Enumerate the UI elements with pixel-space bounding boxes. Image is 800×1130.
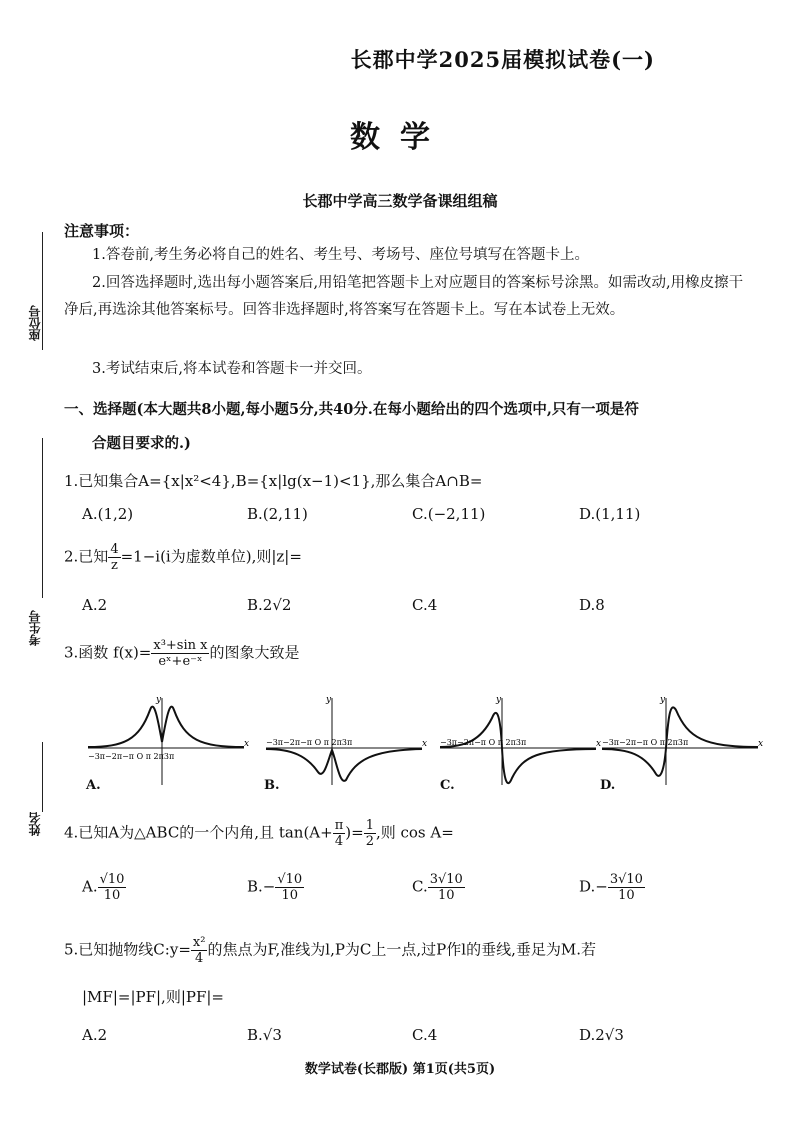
option-c: C.4 xyxy=(412,596,438,614)
question-3: 3.函数 f(x)= $\frac{\text{x³+sin x}}{\text{eˣ+e⁻ˣ}}$ 的图象大致是 xyxy=(64,638,300,669)
graph-d-label: D. xyxy=(600,778,616,793)
notes-heading: 注意事项： xyxy=(64,222,140,240)
binding-line xyxy=(42,742,43,812)
y-axis-label: y xyxy=(660,695,666,705)
option-a: A.2 xyxy=(82,596,108,614)
section-heading: 一、选择题(本大题共8小题,每小题5分,共40分.在每小题给出的四个选项中,只有一项是符 xyxy=(64,401,639,418)
option-d: D.− $\frac{3√10}{10}$ xyxy=(579,872,643,903)
question-1: 1.已知集合A={x|x²<4},B={x|lg(x−1)<1},那么集合A∩B= xyxy=(64,472,483,490)
question-2: 2.已知 $\frac{4}{z}$ =1−i(i为虚数单位),则|z|= xyxy=(64,542,302,573)
option-a: A.(1,2) xyxy=(82,505,134,523)
x-axis-label: x xyxy=(596,739,602,749)
x-axis-label: x xyxy=(758,739,764,749)
x-tick-labels: −3π−2π−π O π 2π3π xyxy=(88,752,175,761)
option-c: C.4 xyxy=(412,1026,438,1044)
question-5: 5.已知抛物线C:y= $\frac{\text{x²}}{4}$ 的焦点为F,准线为l,P为C上一点,过P作l的垂线,垂足为M.若 xyxy=(64,935,596,966)
note-item: 1.答卷前,考生务必将自己的姓名、考生号、考场号、座位号填写在答题卡上。 xyxy=(92,247,589,263)
y-axis-label: y xyxy=(496,695,502,705)
exam-number-label: 考生号 xyxy=(28,610,42,646)
option-a: A. $\frac{√10}{10}$ xyxy=(82,872,125,903)
y-axis-label: y xyxy=(156,695,162,705)
binding-line xyxy=(42,438,43,598)
graph-b-label: B. xyxy=(264,778,280,793)
option-d: D.2√3 xyxy=(579,1026,624,1044)
author-line: 长郡中学高三数学备课组组稿 xyxy=(302,192,498,210)
exam-title: 长郡中学2025届模拟试卷(一) xyxy=(350,47,655,72)
option-a: A.2 xyxy=(82,1026,108,1044)
option-b: B.− $\frac{√10}{10}$ xyxy=(247,872,303,903)
x-tick-labels: −3π−2π−π O π 2π3π xyxy=(602,738,689,747)
option-b: B.√3 xyxy=(247,1026,282,1044)
x-axis-label: x xyxy=(422,739,428,749)
x-axis-label: x xyxy=(244,739,250,749)
x-tick-labels: −3π−2π−π O π 2π3π xyxy=(266,738,353,747)
graph-a-label: A. xyxy=(86,778,101,793)
graph-a xyxy=(84,690,252,790)
option-d: D.8 xyxy=(579,596,605,614)
section-heading-cont: 合题目要求的.) xyxy=(92,435,191,452)
x-tick-labels: −3π−2π−π O π 2π3π xyxy=(440,738,527,747)
option-d: D.(1,11) xyxy=(579,505,641,523)
question-5-line2: |MF|=|PF|,则|PF|= xyxy=(82,988,224,1006)
seat-number-label: 座位号 xyxy=(28,305,42,341)
option-b: B.2√2 xyxy=(247,596,292,614)
graph-b xyxy=(262,690,430,790)
note-item: 2.回答选择题时,选出每小题答案后,用铅笔把答题卡上对应题目的答案标号涂黑。如需改动,用橡皮擦干净后,再选涂其他答案标号。回答非选择题时,将答案写在答题卡上。写在本试卷上无效。 xyxy=(64,275,744,318)
name-label: 姓名 xyxy=(28,812,42,836)
graph-c xyxy=(436,690,604,790)
graph-c-label: C. xyxy=(440,778,455,793)
option-b: B.(2,11) xyxy=(247,505,308,523)
page-footer: 数学试卷(长郡版) 第1页(共5页) xyxy=(304,1062,496,1077)
note-item: 3.考试结束后,将本试卷和答题卡一并交回。 xyxy=(92,361,372,377)
option-c: C.(−2,11) xyxy=(412,505,486,523)
question-4: 4.已知A为△ABC的一个内角,且 tan(A+ $\frac{\pi}{4}$ )= $\frac{1}{2}$ ,则 cos A= xyxy=(64,818,454,849)
subject-title: 数学 xyxy=(350,120,450,155)
option-c: C. $\frac{3√10}{10}$ xyxy=(412,872,463,903)
y-axis-label: y xyxy=(326,695,332,705)
graph-d xyxy=(598,690,766,790)
